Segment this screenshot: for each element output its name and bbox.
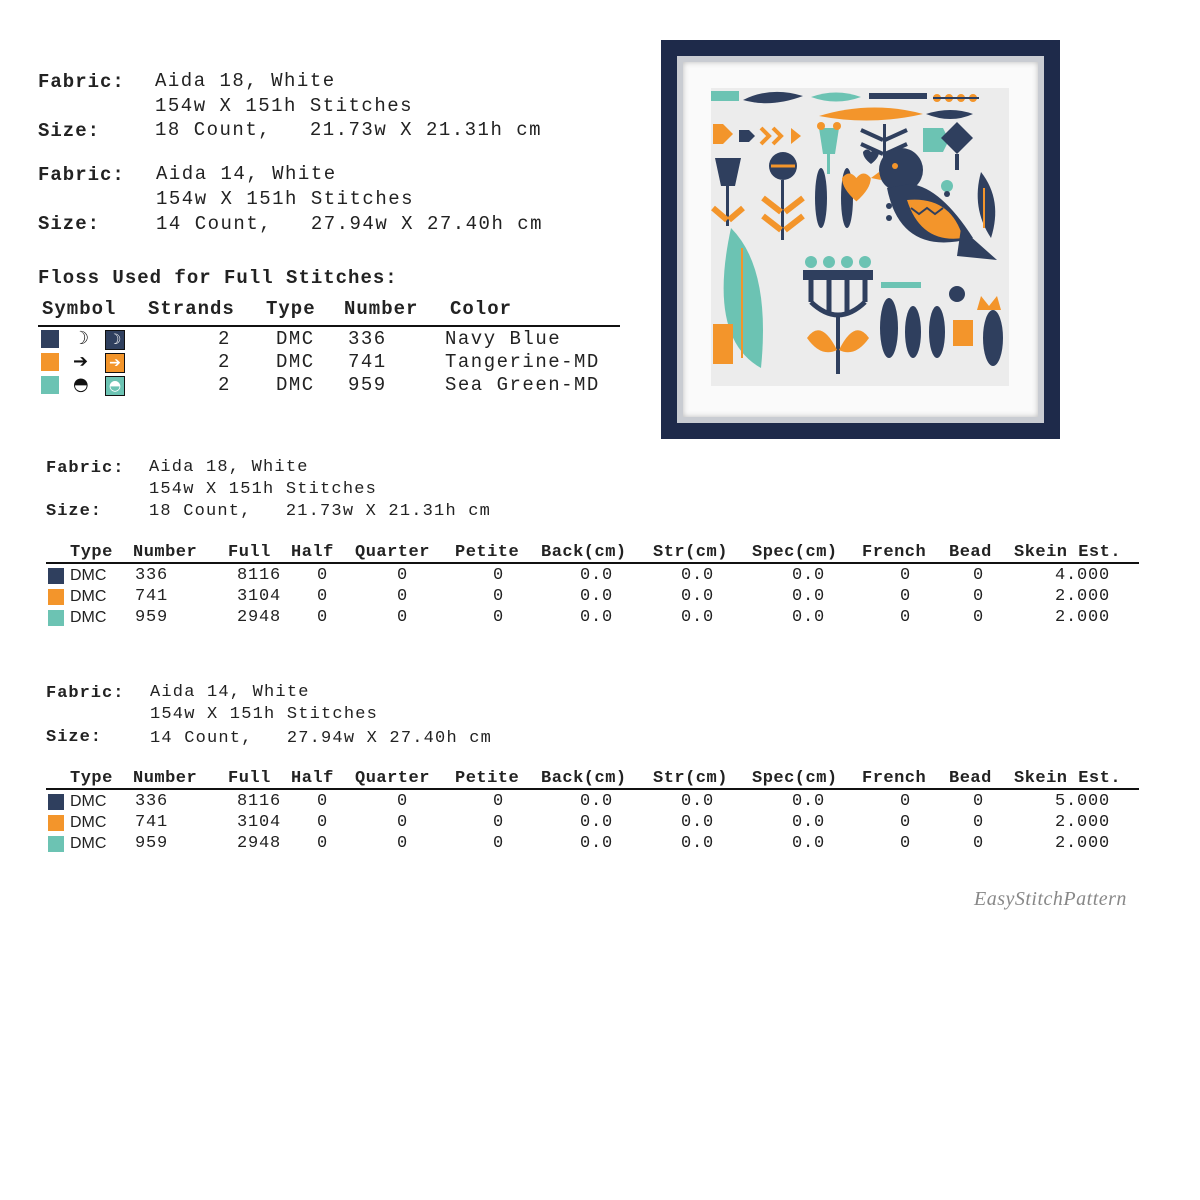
stitch-symbol-box-icon: ➔	[105, 353, 125, 373]
size-value: 18 Count, 21.73w X 21.31h cm	[149, 502, 492, 521]
table-cell: DMC	[70, 588, 107, 605]
table-cell: 0.0	[579, 813, 613, 832]
table-cell: 0	[396, 813, 408, 832]
table-header-cell: Skein Est.	[1014, 769, 1122, 788]
floss-color-name: Tangerine-MD	[445, 351, 600, 373]
floss-number: 959	[348, 374, 387, 396]
floss-type: DMC	[276, 328, 315, 350]
table-cell: 0	[972, 587, 984, 606]
floss-header-color: Color	[450, 298, 513, 320]
table-cell: 0	[317, 608, 329, 627]
table-cell: 0	[492, 608, 504, 627]
floss-type: DMC	[276, 374, 315, 396]
table-cell: 2.000	[1054, 608, 1110, 627]
stitch-symbol-icon: ➔	[73, 351, 89, 372]
color-swatch	[48, 589, 64, 605]
table-cell: 0	[492, 587, 504, 606]
table-cell: 0	[972, 813, 984, 832]
table-header-cell: Petite	[455, 543, 520, 562]
table-cell: DMC	[70, 567, 107, 584]
table-cell: 0.0	[680, 792, 714, 811]
floss-header-number: Number	[344, 298, 419, 320]
fabric-value: Aida 14, White	[150, 683, 310, 702]
pattern-artwork	[711, 88, 1009, 386]
table-cell: 0	[492, 813, 504, 832]
table-cell: 0.0	[579, 587, 613, 606]
table-cell: 0	[317, 587, 329, 606]
table-header-cell: Full	[228, 769, 271, 788]
table-cell: 0	[396, 587, 408, 606]
fabric-label: Fabric:	[46, 459, 125, 478]
table-header-cell: Quarter	[355, 543, 430, 562]
size-label: Size:	[38, 213, 101, 235]
size-value: 14 Count, 27.94w X 27.40h cm	[156, 213, 544, 235]
table-cell: 0.0	[680, 608, 714, 627]
size-value: 14 Count, 27.94w X 27.40h cm	[150, 729, 493, 748]
fabric-value: Aida 18, White	[149, 458, 309, 477]
color-swatch	[41, 353, 59, 371]
table-cell: 4.000	[1054, 566, 1110, 585]
fabric-label: Fabric:	[38, 164, 125, 186]
floss-header-strands: Strands	[148, 298, 235, 320]
table-cell: 0.0	[791, 834, 825, 853]
table-cell: 0	[396, 608, 408, 627]
stitch-count: 154w X 151h Stitches	[149, 480, 378, 499]
table-cell: 0	[317, 566, 329, 585]
table-cell: 336	[135, 792, 169, 811]
table-cell: 0	[899, 566, 911, 585]
floss-header-rule	[38, 325, 620, 327]
table-cell: 2948	[236, 834, 281, 853]
table-cell: 0	[492, 566, 504, 585]
color-swatch	[41, 376, 59, 394]
table-header-cell: French	[862, 543, 927, 562]
framed-pattern-preview	[661, 40, 1060, 439]
table-cell: 0	[899, 608, 911, 627]
stitch-symbol-box-icon: ◓	[105, 376, 125, 396]
table-cell: 3104	[236, 587, 281, 606]
table-cell: 0	[899, 834, 911, 853]
table-header-cell: Full	[228, 543, 271, 562]
table-cell: 0	[396, 566, 408, 585]
stitch-symbol-box-icon: ☽	[105, 330, 125, 350]
table-cell: 8116	[236, 566, 281, 585]
fabric-label: Fabric:	[38, 71, 125, 93]
table-cell: 0	[492, 834, 504, 853]
fabric-value: Aida 14, White	[156, 163, 337, 185]
table-cell: 0.0	[579, 792, 613, 811]
stitch-symbol-icon: ◓	[73, 374, 89, 395]
fabric-label: Fabric:	[46, 684, 125, 703]
table-header-cell: Type	[70, 769, 113, 788]
table-cell: 0	[972, 566, 984, 585]
table-cell: 336	[135, 566, 169, 585]
table-cell: 741	[135, 587, 169, 606]
table-header-cell: Half	[291, 769, 334, 788]
table-cell: 0.0	[579, 566, 613, 585]
table-header-cell: Petite	[455, 769, 520, 788]
floss-header-type: Type	[266, 298, 316, 320]
table-cell: 0	[972, 834, 984, 853]
floss-number: 741	[348, 351, 387, 373]
floss-strands: 2	[218, 328, 231, 350]
table-header-cell: Bead	[949, 543, 992, 562]
table-header-cell: Back(cm)	[541, 543, 627, 562]
table-header-cell: Type	[70, 543, 113, 562]
table-cell: DMC	[70, 793, 107, 810]
table-cell: 2.000	[1054, 834, 1110, 853]
table-cell: 0	[317, 834, 329, 853]
table-cell: 0	[899, 587, 911, 606]
floss-strands: 2	[218, 374, 231, 396]
table-cell: 741	[135, 813, 169, 832]
table-header-cell: Skein Est.	[1014, 543, 1122, 562]
table-header-cell: Str(cm)	[653, 769, 728, 788]
floss-type: DMC	[276, 351, 315, 373]
table-header-rule	[46, 788, 1139, 790]
floss-number: 336	[348, 328, 387, 350]
brand-watermark: EasyStitchPattern	[974, 888, 1127, 910]
table-cell: 0.0	[791, 587, 825, 606]
table-cell: 959	[135, 608, 169, 627]
table-header-cell: Spec(cm)	[752, 769, 838, 788]
table-cell: 0	[972, 608, 984, 627]
color-swatch	[48, 568, 64, 584]
stitch-count: 154w X 151h Stitches	[156, 188, 415, 210]
table-cell: 0	[899, 792, 911, 811]
color-swatch	[48, 610, 64, 626]
table-cell: 0	[396, 792, 408, 811]
stitch-count: 154w X 151h Stitches	[155, 95, 414, 117]
table-header-cell: Quarter	[355, 769, 430, 788]
size-label: Size:	[38, 120, 101, 142]
table-cell: 0	[317, 813, 329, 832]
floss-color-name: Navy Blue	[445, 328, 562, 350]
table-cell: 0	[396, 834, 408, 853]
table-cell: 0.0	[680, 566, 714, 585]
table-cell: 0.0	[791, 608, 825, 627]
floss-header-symbol: Symbol	[42, 298, 117, 320]
size-label: Size:	[46, 502, 103, 521]
table-cell: 0.0	[579, 834, 613, 853]
table-cell: 0.0	[680, 813, 714, 832]
table-cell: 0.0	[791, 566, 825, 585]
table-cell: 0.0	[791, 792, 825, 811]
table-cell: 0.0	[680, 834, 714, 853]
table-cell: DMC	[70, 835, 107, 852]
stitch-count: 154w X 151h Stitches	[150, 705, 379, 724]
table-header-cell: Bead	[949, 769, 992, 788]
size-value: 18 Count, 21.73w X 21.31h cm	[155, 119, 543, 141]
size-label: Size:	[46, 728, 103, 747]
table-cell: 2.000	[1054, 587, 1110, 606]
table-cell: 959	[135, 834, 169, 853]
stitch-symbol-icon: ☽	[73, 328, 90, 349]
fabric-value: Aida 18, White	[155, 70, 336, 92]
table-header-cell: Back(cm)	[541, 769, 627, 788]
table-cell: 0.0	[680, 587, 714, 606]
table-cell: 0	[899, 813, 911, 832]
floss-title: Floss Used for Full Stitches:	[38, 267, 398, 289]
floss-color-name: Sea Green-MD	[445, 374, 600, 396]
table-cell: 0	[317, 792, 329, 811]
color-swatch	[41, 330, 59, 348]
color-swatch	[48, 794, 64, 810]
table-header-cell: Number	[133, 543, 198, 562]
table-cell: 5.000	[1054, 792, 1110, 811]
floss-strands: 2	[218, 351, 231, 373]
table-cell: 0	[972, 792, 984, 811]
table-cell: DMC	[70, 609, 107, 626]
table-cell: 3104	[236, 813, 281, 832]
table-header-cell: Str(cm)	[653, 543, 728, 562]
table-cell: 0.0	[791, 813, 825, 832]
table-cell: 2948	[236, 608, 281, 627]
table-header-rule	[46, 562, 1139, 564]
table-cell: 0.0	[579, 608, 613, 627]
table-header-cell: Number	[133, 769, 198, 788]
folk-bird-artwork	[711, 88, 1009, 386]
table-cell: DMC	[70, 814, 107, 831]
table-cell: 0	[492, 792, 504, 811]
table-header-cell: Half	[291, 543, 334, 562]
table-cell: 2.000	[1054, 813, 1110, 832]
table-header-cell: Spec(cm)	[752, 543, 838, 562]
table-header-cell: French	[862, 769, 927, 788]
color-swatch	[48, 836, 64, 852]
table-cell: 8116	[236, 792, 281, 811]
color-swatch	[48, 815, 64, 831]
